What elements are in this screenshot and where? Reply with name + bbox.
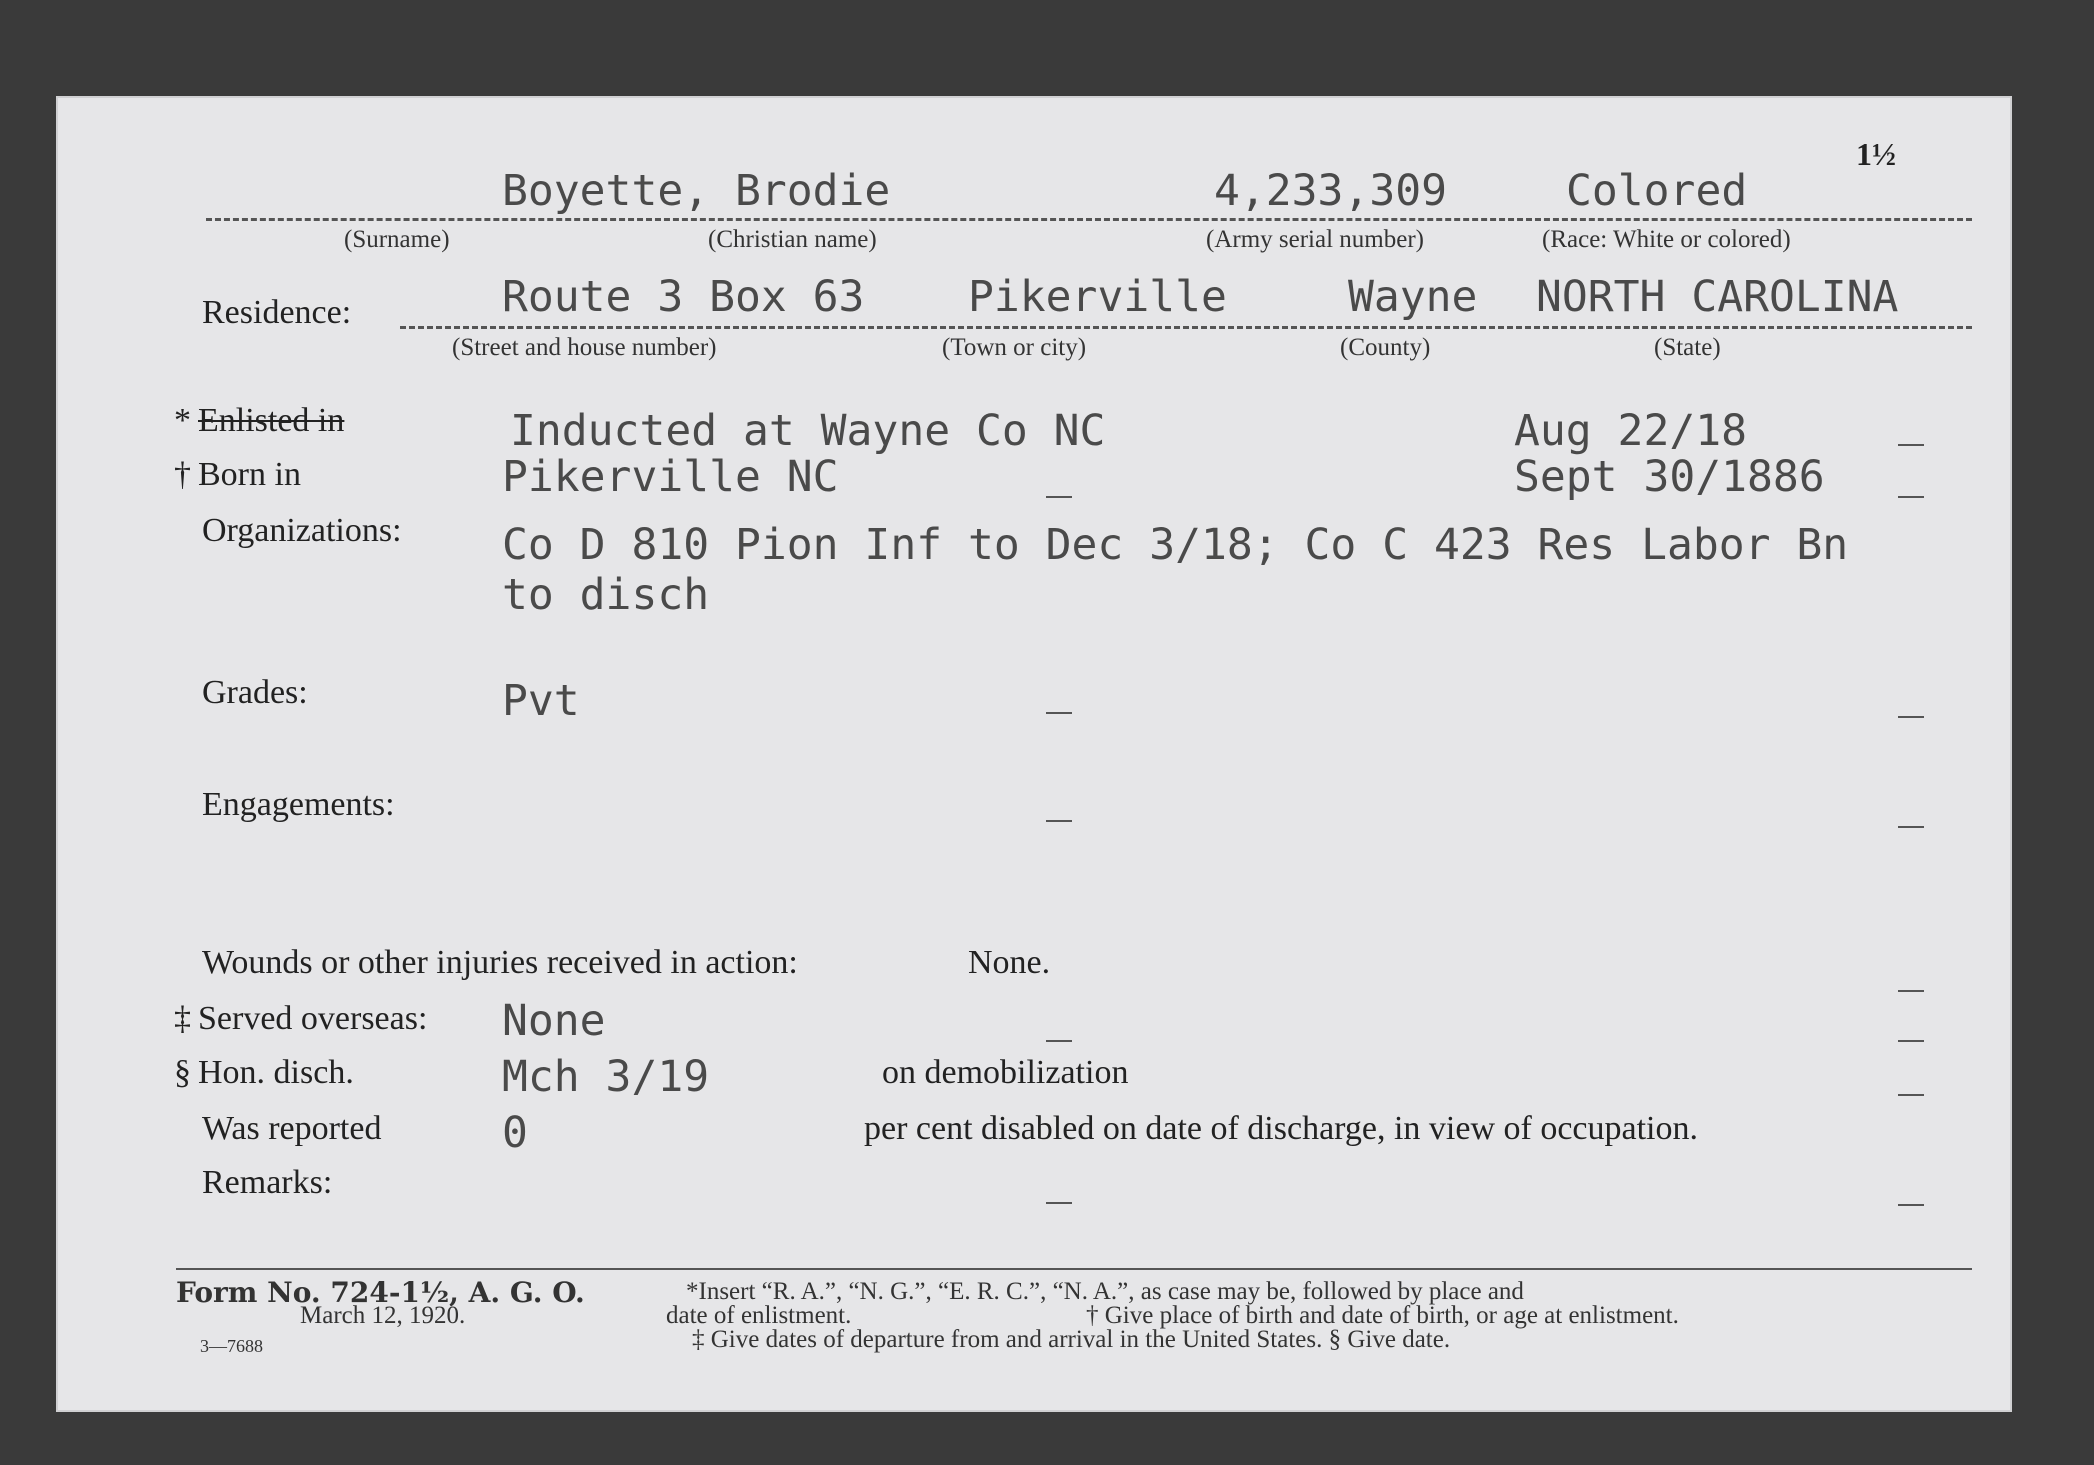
overseas-tick <box>1898 1040 1924 1042</box>
born-value: Pikerville NC <box>502 452 839 502</box>
wounds-value: None. <box>968 944 1051 981</box>
footer-rule <box>176 1268 1972 1270</box>
remarks-tick <box>1898 1204 1924 1206</box>
overseas-label: Served overseas: <box>198 1000 428 1037</box>
residence-county: Wayne <box>1348 272 1478 322</box>
caption-county: (County) <box>1340 334 1431 361</box>
race-value: Colored <box>1566 166 1748 216</box>
remarks-label: Remarks: <box>202 1164 333 1201</box>
caption-race: (Race: White or colored) <box>1542 226 1791 253</box>
caption-surname: (Surname) <box>344 226 450 253</box>
wounds-tick <box>1898 990 1924 992</box>
grades-label: Grades: <box>202 674 308 711</box>
caption-town: (Town or city) <box>942 334 1087 361</box>
organizations-label: Organizations: <box>202 512 402 549</box>
born-marker: † <box>174 456 191 493</box>
born-mid-tick <box>1046 496 1072 498</box>
remarks-mid-tick <box>1046 1202 1072 1204</box>
enlisted-tick <box>1898 444 1924 446</box>
enlisted-label: Enlisted in <box>198 402 345 439</box>
overseas-marker: ‡ <box>174 1000 191 1037</box>
residence-label: Residence: <box>202 294 352 331</box>
engagements-tick <box>1898 826 1924 828</box>
army-serial-number: 4,233,309 <box>1214 166 1447 216</box>
residence-town: Pikerville <box>968 272 1227 322</box>
header-rule <box>206 218 1972 221</box>
enlisted-value: Inducted at Wayne Co NC <box>510 406 1106 456</box>
footnote-line2a: date of enlistment. <box>666 1302 852 1329</box>
grades-mid-tick <box>1046 712 1072 714</box>
footnote-line3: ‡ Give dates of departure from and arrival in the United States. § Give date. <box>692 1326 1451 1353</box>
hon-disch-value: Mch 3/19 <box>502 1052 710 1102</box>
hon-disch-tick <box>1898 1094 1924 1096</box>
reported-suffix: per cent disabled on date of discharge, in view of occupation. <box>864 1110 1698 1147</box>
hon-disch-suffix: on demobilization <box>882 1054 1129 1091</box>
caption-street: (Street and house number) <box>452 334 717 361</box>
overseas-value: None <box>502 996 606 1046</box>
form-code: 3—7688 <box>200 1336 263 1356</box>
reported-label: Was reported <box>202 1110 382 1147</box>
service-record-card <box>56 96 2012 1412</box>
residence-rule <box>400 326 1972 329</box>
grades-tick <box>1898 716 1924 718</box>
born-tick <box>1898 496 1924 498</box>
enlisted-date: Aug 22/18 <box>1514 406 1747 456</box>
form-number: Form No. 724-1½, A. G. O. <box>176 1276 585 1309</box>
wounds-label: Wounds or other injuries received in action: <box>202 944 798 981</box>
organizations-line2: to disch <box>502 570 710 620</box>
engagements-label: Engagements: <box>202 786 395 823</box>
organizations-line1: Co D 810 Pion Inf to Dec 3/18; Co C 423 Res Labor Bn <box>502 520 1849 570</box>
hon-disch-label: Hon. disch. <box>198 1054 354 1091</box>
corner-number: 1½ <box>1856 136 1896 172</box>
surname-christian-name: Boyette, Brodie <box>502 166 891 216</box>
born-date: Sept 30/1886 <box>1514 452 1825 502</box>
grades-value: Pvt <box>502 676 580 726</box>
form-date: March 12, 1920. <box>300 1302 466 1329</box>
footnote-line2b: † Give place of birth and date of birth, or age at enlistment. <box>1086 1302 1679 1329</box>
engagements-mid-tick <box>1046 820 1072 822</box>
born-label: Born in <box>198 456 301 493</box>
enlisted-marker: * <box>174 402 191 439</box>
overseas-mid-tick <box>1046 1040 1072 1042</box>
residence-state: NORTH CAROLINA <box>1536 272 1899 322</box>
footnote-line1: *Insert “R. A.”, “N. G.”, “E. R. C.”, “N. A.”, as case may be, followed by place and <box>686 1278 1524 1305</box>
caption-state: (State) <box>1654 334 1721 361</box>
hon-disch-marker: § <box>174 1054 191 1091</box>
reported-value: 0 <box>502 1108 528 1158</box>
caption-army-serial: (Army serial number) <box>1206 226 1424 253</box>
residence-street: Route 3 Box 63 <box>502 272 865 322</box>
caption-christian-name: (Christian name) <box>708 226 877 253</box>
